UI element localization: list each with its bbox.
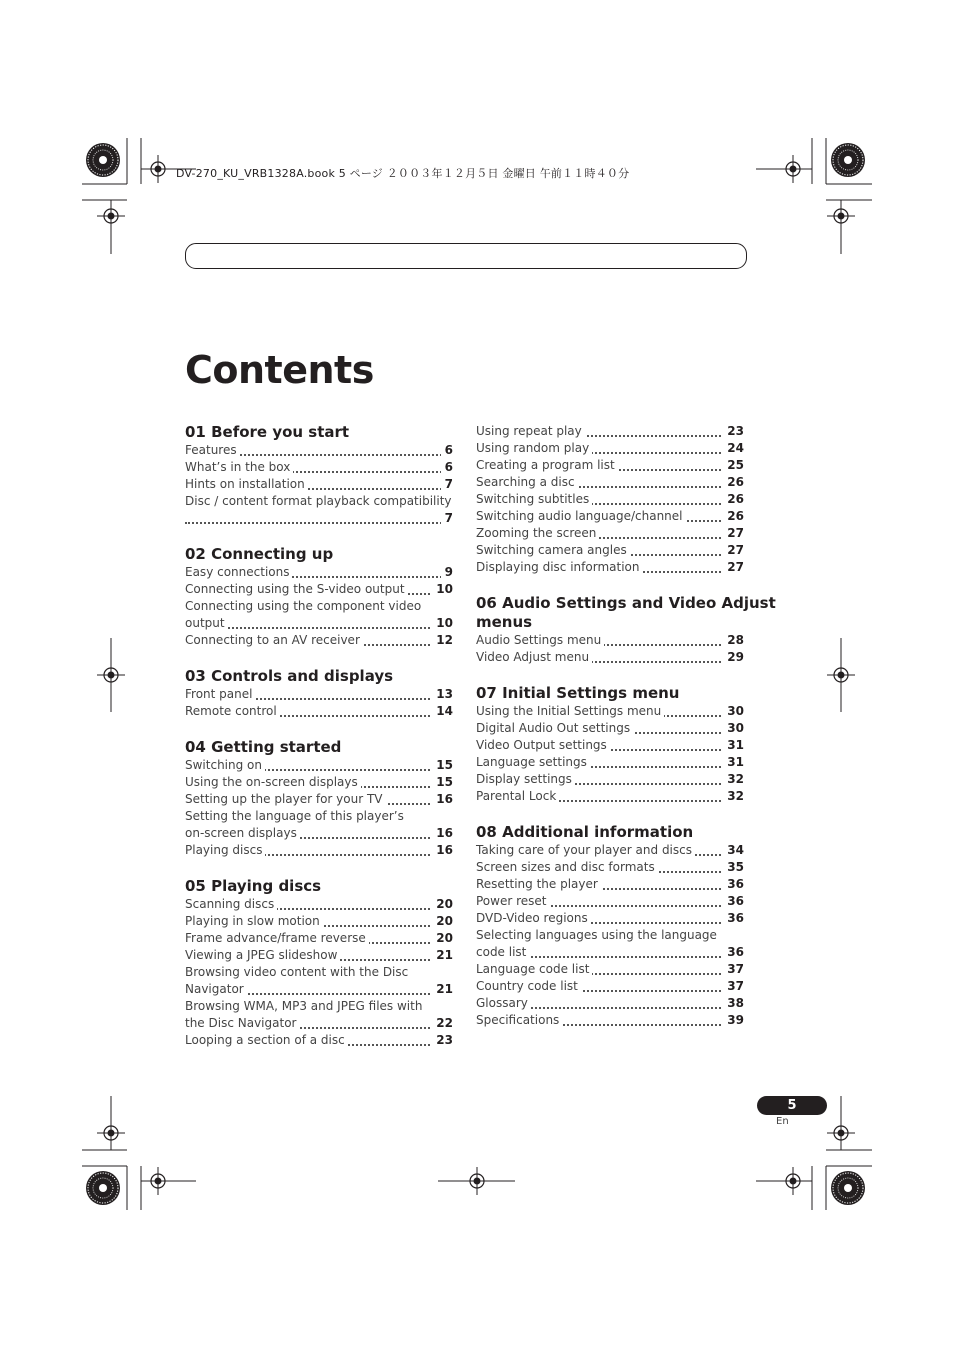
toc-entry-label: Looping a section of a disc [185,1032,348,1049]
toc-entry[interactable] [476,632,744,649]
toc-entry-label: Parental Lock [476,788,559,805]
toc-entry[interactable] [476,491,744,508]
toc-entry[interactable] [476,876,744,893]
toc-entry[interactable] [476,720,744,737]
leader-dots [185,522,453,524]
toc-entry-page: 32 [723,771,744,788]
toc-entry-page: 16 [432,791,453,808]
toc-entry-label: Playing discs [185,842,265,859]
toc-entry-page: 31 [723,754,744,771]
toc-entry-page: 7 [441,476,453,493]
toc-entry-page: 26 [723,508,744,525]
toc-entry[interactable] [185,947,453,964]
toc-entry-label: Specifications [476,1012,562,1029]
toc-entry[interactable] [476,649,744,666]
toc-entry-page: 20 [432,896,453,913]
toc-entry-page: 23 [723,423,744,440]
toc-entry-page: 27 [723,542,744,559]
toc-entry-page: 21 [432,981,453,998]
page-language: En [776,1116,789,1127]
toc-entry-label: Zooming the screen [476,525,599,542]
section-title: 07 Initial Settings menu [476,684,680,702]
toc-entry-page: 29 [723,649,744,666]
toc-entry-label: Display settings [476,771,575,788]
toc-entry-label: Viewing a JPEG slideshow [185,947,340,964]
toc-entry-page: 27 [723,559,744,576]
toc-entry-label: Disc / content format playback compatibility [185,494,452,508]
toc-entry-page: 36 [723,893,744,910]
toc-entry-page: 6 [441,442,453,459]
toc-entry-page: 32 [723,788,744,805]
toc-entry-page: 12 [432,632,453,649]
toc-entry-page: 15 [432,774,453,791]
toc-entry[interactable] [476,859,744,876]
section-title: 02 Connecting up [185,545,334,563]
toc-entry[interactable] [185,1015,453,1032]
toc-entry-label: Scanning discs [185,896,277,913]
toc-entry-label: Screen sizes and disc formats [476,859,658,876]
toc-entry-label: code list [476,944,529,961]
toc-entry-page: 38 [723,995,744,1012]
toc-entry-label: Navigator [185,981,247,998]
toc-entry[interactable] [476,995,744,1012]
toc-entry-label: Connecting using the S-video output [185,581,408,598]
toc-entry-label: Video Output settings [476,737,610,754]
toc-entry[interactable] [185,632,453,649]
chapter-header-box [185,243,747,269]
toc-entry[interactable] [185,930,453,947]
registration-star-mark [831,143,865,177]
toc-entry-page: 37 [723,961,744,978]
toc-entry-page: 31 [723,737,744,754]
toc-entry-label: Using the Initial Settings menu [476,703,664,720]
toc-entry-label: on-screen displays [185,825,300,842]
toc-entry-page: 35 [723,859,744,876]
toc-entry-page: 6 [441,459,453,476]
toc-entry-page: 37 [723,978,744,995]
toc-entry-page: 24 [723,440,744,457]
toc-entry[interactable] [476,440,744,457]
toc-entry-page: 36 [723,944,744,961]
toc-entry-page: 16 [432,825,453,842]
section-title: 06 Audio Settings and Video Adjust [476,594,776,612]
toc-entry-page: 16 [432,842,453,859]
toc-entry[interactable] [476,893,744,910]
toc-entry-label: Digital Audio Out settings [476,720,633,737]
toc-entry[interactable] [185,1032,453,1049]
toc-entry-label: Remote control [185,703,280,720]
toc-entry-label: Using repeat play [476,423,585,440]
toc-entry-page: 9 [441,564,453,581]
toc-entry-label: DVD-Video regions [476,910,591,927]
toc-entry[interactable] [185,615,453,632]
section-title: 08 Additional information [476,823,694,841]
toc-entry[interactable] [185,842,453,859]
toc-entry-label: Creating a program list [476,457,618,474]
toc-entry-label: Using random play [476,440,592,457]
page-title: Contents [185,348,374,392]
toc-entry-page: 10 [432,581,453,598]
toc-entry-page: 23 [432,1032,453,1049]
toc-entry[interactable] [476,771,744,788]
toc-entry[interactable] [185,774,453,791]
toc-entry-label: Switching subtitles [476,491,592,508]
toc-entry-label: Selecting languages using the language [476,928,717,942]
section-title: 05 Playing discs [185,877,322,895]
toc-entry-label: Searching a disc [476,474,578,491]
toc-entry[interactable] [476,423,744,440]
toc-entry[interactable] [185,791,453,808]
toc-entry-page: 30 [723,703,744,720]
toc-entry-page: 22 [432,1015,453,1032]
toc-entry[interactable] [185,913,453,930]
page-number-badge: 5 [757,1096,827,1115]
toc-entry[interactable] [185,510,453,527]
toc-entry-label: Language code list [476,961,592,978]
toc-entry-page: 36 [723,910,744,927]
toc-entry-label: Switching camera angles [476,542,630,559]
toc-entry-label: Taking care of your player and discs [476,842,695,859]
toc-entry-label: Country code list [476,978,581,995]
toc-entry-page: 34 [723,842,744,859]
toc-entry-label: Audio Settings menu [476,632,604,649]
toc-entry[interactable] [476,703,744,720]
toc-entry-label: Switching on [185,757,265,774]
toc-entry-label: Switching audio language/channel [476,508,686,525]
toc-entry[interactable] [185,686,453,703]
toc-entry-page: 36 [723,876,744,893]
toc-entry[interactable] [185,459,453,476]
toc-entry[interactable] [476,788,744,805]
toc-entry-page: 7 [441,510,453,527]
toc-entry-label: Language settings [476,754,590,771]
file-info-line: DV-270_KU_VRB1328A.book 5 ページ ２００３年１２月５日 金曜日 午前１１時４０分 [176,167,630,180]
section-title-continued: menus [476,613,533,631]
toc-entry-page: 39 [723,1012,744,1029]
registration-star-mark [86,1171,120,1205]
toc-entry-label: Power reset [476,893,550,910]
toc-entry[interactable] [476,961,744,978]
toc-entry-label: the Disc Navigator [185,1015,299,1032]
toc-entry-label: Hints on installation [185,476,308,493]
toc-entry[interactable] [185,825,453,842]
toc-entry-page: 14 [432,703,453,720]
toc-entry[interactable] [185,564,453,581]
toc-entry[interactable] [476,754,744,771]
toc-entry-page: 15 [432,757,453,774]
section-title: 01 Before you start [185,423,350,441]
toc-entry[interactable] [185,981,453,998]
toc-entry-page: 25 [723,457,744,474]
registration-star-mark [831,1171,865,1205]
toc-entry-label: output [185,615,228,632]
toc-entry-label: Displaying disc information [476,559,642,576]
toc-entry-page: 20 [432,930,453,947]
toc-entry[interactable] [476,457,744,474]
toc-entry-page: 30 [723,720,744,737]
toc-entry[interactable] [476,1012,744,1029]
toc-entry-label: Playing in slow motion [185,913,323,930]
toc-entry-page: 27 [723,525,744,542]
toc-entry[interactable] [476,842,744,859]
toc-entry[interactable] [476,474,744,491]
toc-entry-label: What’s in the box [185,459,293,476]
toc-entry[interactable] [476,944,744,961]
toc-entry[interactable] [185,581,453,598]
toc-entry[interactable] [476,737,744,754]
toc-entry[interactable] [476,978,744,995]
toc-entry-label: Video Adjust menu [476,649,592,666]
toc-entry[interactable] [476,525,744,542]
toc-entry-label: Using the on-screen displays [185,774,361,791]
toc-entry-label: Glossary [476,995,531,1012]
toc-entry[interactable] [185,703,453,720]
toc-entry[interactable] [185,442,453,459]
toc-entry[interactable] [476,508,744,525]
toc-entry-label: Browsing WMA, MP3 and JPEG files with [185,999,423,1013]
toc-entry-page: 21 [432,947,453,964]
toc-entry-label: Front panel [185,686,255,703]
toc-entry-page: 28 [723,632,744,649]
toc-entry-label: Features [185,442,240,459]
registration-star-mark [86,143,120,177]
section-title: 03 Controls and displays [185,667,394,685]
toc-entry[interactable] [476,559,744,576]
toc-entry-page: 26 [723,491,744,508]
toc-entry-label: Setting up the player for your TV [185,791,386,808]
toc-entry-label: Connecting using the component video [185,599,422,613]
toc-entry[interactable] [185,896,453,913]
toc-entry[interactable] [185,476,453,493]
toc-entry-label: Connecting to an AV receiver [185,632,363,649]
toc-entry[interactable] [476,542,744,559]
toc-entry[interactable] [476,910,744,927]
toc-entry-page: 20 [432,913,453,930]
toc-entry-label: Resetting the player [476,876,601,893]
toc-entry-page: 26 [723,474,744,491]
toc-entry-label: Frame advance/frame reverse [185,930,369,947]
toc-entry-label: Browsing video content with the Disc [185,965,409,979]
toc-entry[interactable] [185,757,453,774]
section-title: 04 Getting started [185,738,342,756]
toc-entry-page: 10 [432,615,453,632]
toc-entry-label: Easy connections [185,564,292,581]
toc-entry-label: Setting the language of this player’s [185,809,404,823]
toc-entry-page: 13 [432,686,453,703]
